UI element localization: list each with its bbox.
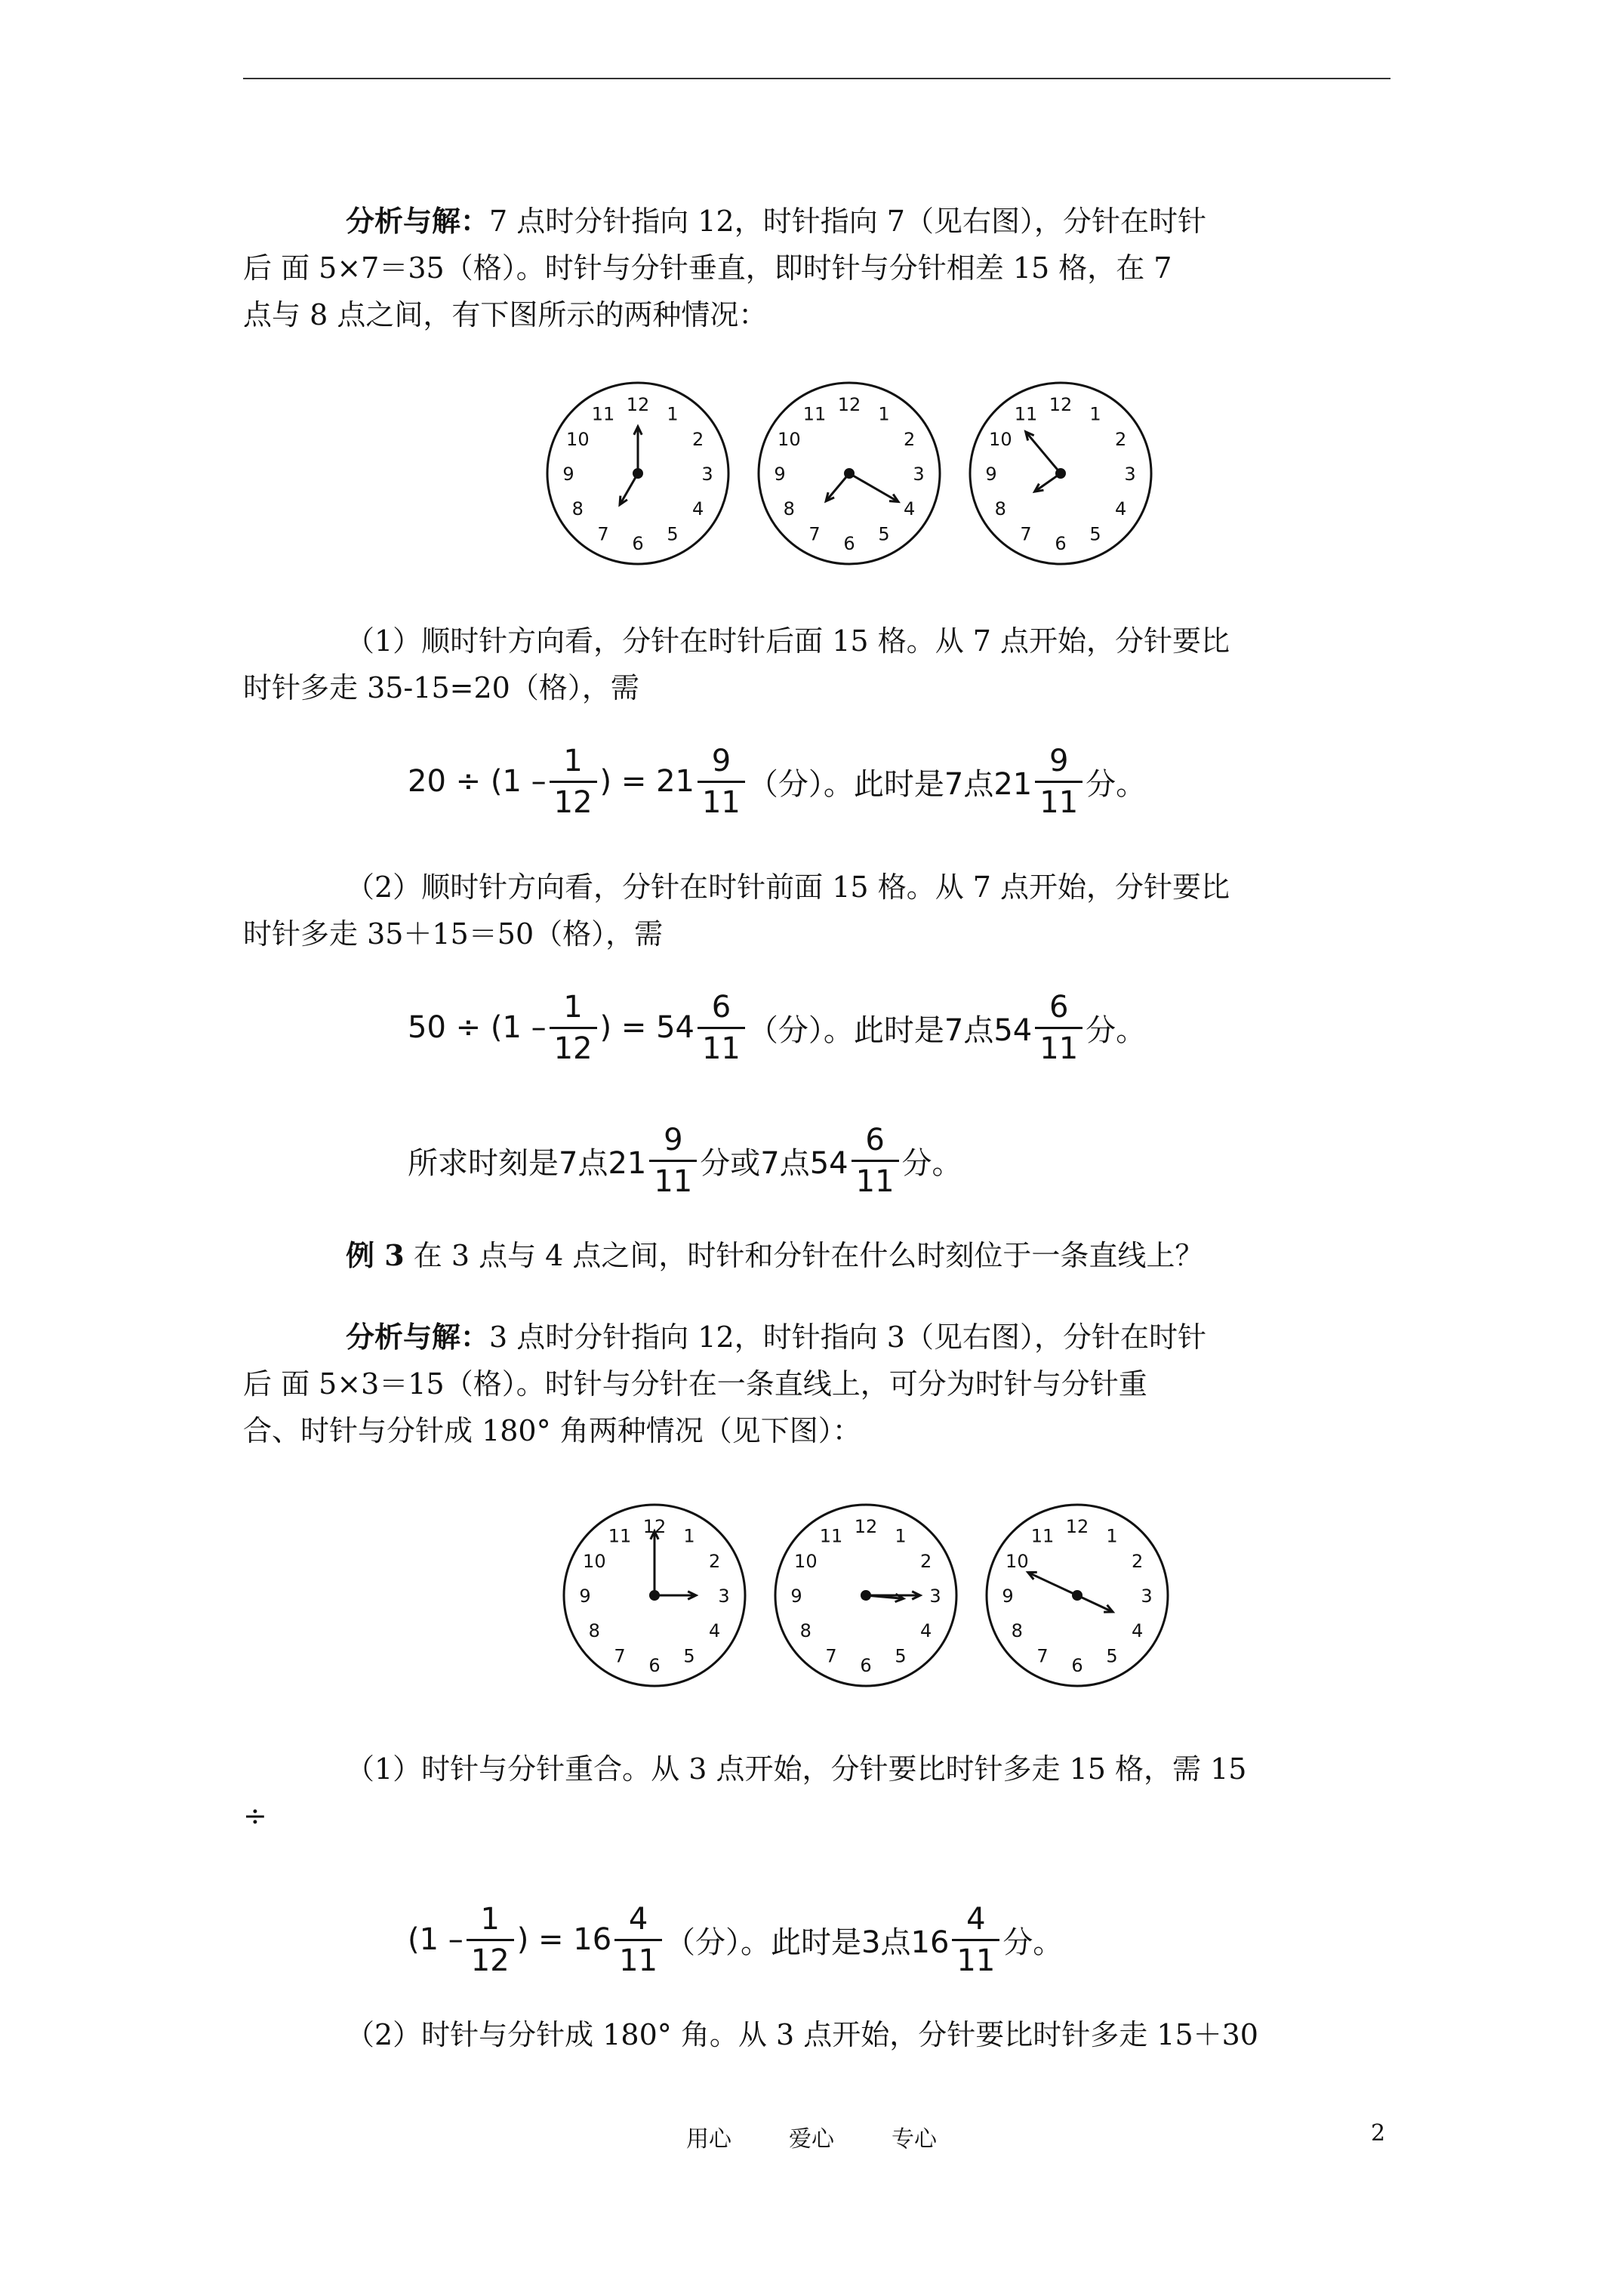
clock-number: 2 — [904, 429, 916, 450]
clock-number: 4 — [709, 1620, 721, 1641]
clock-number: 10 — [794, 1551, 818, 1572]
clock-case-2 — [966, 379, 1155, 568]
clock-number: 9 — [774, 464, 786, 485]
formula-1: 20 ÷ (1 – $\frac{1}{12}$ ) = 21 $\frac{9}{11}$ （分）。此时是7点21 $\frac{9}{11}$ 分。 — [408, 743, 1147, 820]
clock-number: 12 — [854, 1516, 878, 1537]
clock-number: 11 — [819, 1525, 843, 1547]
clock-number: 10 — [1006, 1551, 1029, 1572]
clock-number: 8 — [783, 498, 795, 519]
clock-center — [649, 1590, 660, 1601]
clock-number: 6 — [1071, 1655, 1083, 1676]
clock-center — [861, 1590, 871, 1601]
clock-number: 11 — [608, 1525, 632, 1547]
example-label: 例 3 — [346, 1238, 405, 1272]
clock-number: 12 — [1065, 1516, 1089, 1537]
clock-number: 4 — [904, 498, 916, 519]
formula-3: (1 – $\frac{1}{12}$ ) = 16 $\frac{4}{11}$ （分）。此时是3点16 $\frac{4}{11}$ 分。 — [408, 1901, 1064, 1978]
clock-number: 3 — [929, 1586, 941, 1607]
clock-3-oclock — [560, 1501, 749, 1690]
analysis-label: 分析与解： — [346, 1320, 490, 1354]
page-number: 2 — [1371, 2120, 1386, 2147]
clock-number: 1 — [895, 1525, 907, 1547]
clock-number: 5 — [895, 1645, 907, 1667]
clock-number: 6 — [648, 1655, 661, 1676]
clock-number: 4 — [692, 498, 704, 519]
clock-number: 10 — [778, 429, 801, 450]
analysis-paragraph-1: 分析与解：7 点时分针指向 12，时针指向 7（见右图），分针在时针 后 面 5×7＝35（格）。时针与分针垂直，即时针与分针相差 15 格，在 7 点与 8 点之间，有下图所示的两种情况： — [243, 204, 1206, 331]
clock-number: 2 — [920, 1551, 932, 1572]
clock-number: 3 — [1141, 1586, 1153, 1607]
clock-number: 3 — [718, 1586, 730, 1607]
formula-2: 50 ÷ (1 – $\frac{1}{12}$ ) = 54 $\frac{6}{11}$ （分）。此时是7点54 $\frac{6}{11}$ 分。 — [408, 989, 1147, 1066]
header-rule — [243, 78, 1390, 79]
fraction: $\frac{9}{11}$ — [649, 1125, 697, 1197]
clock-number: 1 — [683, 1525, 695, 1547]
page-footer: 用心 爱心 专心 — [686, 2126, 937, 2153]
clock-number: 2 — [1115, 429, 1127, 450]
fraction: $\frac{6}{11}$ — [1035, 992, 1083, 1064]
clock-number: 12 — [642, 1516, 667, 1537]
clock-number: 5 — [878, 523, 890, 545]
clock-number: 8 — [588, 1620, 600, 1641]
clock-number: 1 — [1106, 1525, 1118, 1547]
fraction: $\frac{6}{11}$ — [852, 1125, 899, 1197]
clock-number: 2 — [692, 429, 704, 450]
fraction: $\frac{9}{11}$ — [1035, 746, 1083, 818]
example-3-question: 例 3 在 3 点与 4 点之间，时针和分针在什么时刻位于一条直线上？ — [346, 1238, 1204, 1272]
fraction: $\frac{4}{11}$ — [952, 1904, 999, 1976]
clock-number: 5 — [1106, 1645, 1118, 1667]
clock-number: 6 — [1055, 533, 1067, 554]
case-1-paragraph: （1）顺时针方向看，分针在时针后面 15 格。从 7 点开始，分针要比 时针多走 35-15=20（格），需 — [243, 624, 1230, 704]
clock-row-2 — [560, 1501, 1194, 1690]
clock-number: 11 — [1030, 1525, 1055, 1547]
clock-number: 1 — [1089, 403, 1101, 425]
clock-number: 8 — [799, 1620, 812, 1641]
clock-number: 10 — [989, 429, 1012, 450]
fraction: $\frac{1}{12}$ — [550, 746, 597, 818]
case-2-paragraph: （2）顺时针方向看，分针在时针前面 15 格。从 7 点开始，分针要比 时针多走 35＋15＝50（格），需 — [243, 871, 1230, 951]
clock-number: 9 — [562, 464, 574, 485]
clock-number: 11 — [1014, 403, 1038, 425]
clock-number: 12 — [626, 394, 650, 415]
clock-number: 2 — [709, 1551, 721, 1572]
clock-center — [1055, 468, 1066, 479]
clock-case-1 — [755, 379, 944, 568]
clock-number: 10 — [583, 1551, 606, 1572]
clock-number: 4 — [920, 1620, 932, 1641]
clock-number: 5 — [667, 523, 679, 545]
clock-number: 4 — [1132, 1620, 1144, 1641]
clock-number: 12 — [1049, 394, 1073, 415]
clock-number: 8 — [571, 498, 584, 519]
clock-row-1 — [544, 379, 1178, 568]
clock-number: 12 — [837, 394, 861, 415]
fraction: $\frac{1}{12}$ — [467, 1904, 514, 1976]
clock-center — [1072, 1590, 1083, 1601]
clock-number: 2 — [1132, 1551, 1144, 1572]
clock-number: 3 — [1124, 464, 1136, 485]
case-3-paragraph: （1）时针与分针重合。从 3 点开始，分针要比时针多走 15 格，需 15 ÷ — [243, 1752, 1247, 1832]
clock-number: 8 — [994, 498, 1006, 519]
clock-number: 9 — [579, 1586, 591, 1607]
clock-number: 5 — [683, 1645, 695, 1667]
clock-number: 7 — [614, 1645, 626, 1667]
clock-number: 10 — [566, 429, 590, 450]
clock-number: 4 — [1115, 498, 1127, 519]
clock-number: 6 — [632, 533, 644, 554]
clock-number: 11 — [802, 403, 827, 425]
clock-number: 9 — [985, 464, 997, 485]
clock-number: 11 — [591, 403, 615, 425]
clock-number: 9 — [1002, 1586, 1014, 1607]
analysis-paragraph-2: 分析与解：3 点时分针指向 12，时针指向 3（见右图），分针在时针 后 面 5×3＝15（格）。时针与分针在一条直线上，可分为时针与分针重 合、时针与分针成 180° 角两种情况（见下图）： — [243, 1320, 1206, 1447]
clock-number: 7 — [597, 523, 609, 545]
clock-number: 7 — [808, 523, 821, 545]
clock-overlap — [771, 1501, 960, 1690]
clock-straight-line — [983, 1501, 1172, 1690]
clock-center — [633, 468, 643, 479]
fraction: $\frac{4}{11}$ — [614, 1904, 662, 1976]
fraction: $\frac{1}{12}$ — [550, 992, 597, 1064]
clock-7-oclock — [544, 379, 732, 568]
clock-number: 3 — [913, 464, 925, 485]
answer-formula: 所求时刻是7点21 $\frac{9}{11}$ 分或7点54 $\frac{6}{11}$ 分。 — [408, 1122, 962, 1199]
clock-number: 1 — [878, 403, 890, 425]
clock-number: 7 — [825, 1645, 837, 1667]
analysis-label: 分析与解： — [346, 204, 490, 238]
clock-number: 6 — [860, 1655, 872, 1676]
clock-number: 8 — [1011, 1620, 1023, 1641]
clock-number: 5 — [1089, 523, 1101, 545]
clock-number: 6 — [843, 533, 855, 554]
clock-number: 3 — [701, 464, 713, 485]
clock-number: 1 — [667, 403, 679, 425]
fraction: $\frac{9}{11}$ — [698, 746, 745, 818]
clock-number: 7 — [1036, 1645, 1049, 1667]
case-4-paragraph: （2）时针与分针成 180° 角。从 3 点开始，分针要比时针多走 15＋30 — [346, 2018, 1258, 2051]
clock-number: 9 — [790, 1586, 802, 1607]
clock-number: 7 — [1020, 523, 1032, 545]
fraction: $\frac{6}{11}$ — [698, 992, 745, 1064]
clock-center — [844, 468, 855, 479]
